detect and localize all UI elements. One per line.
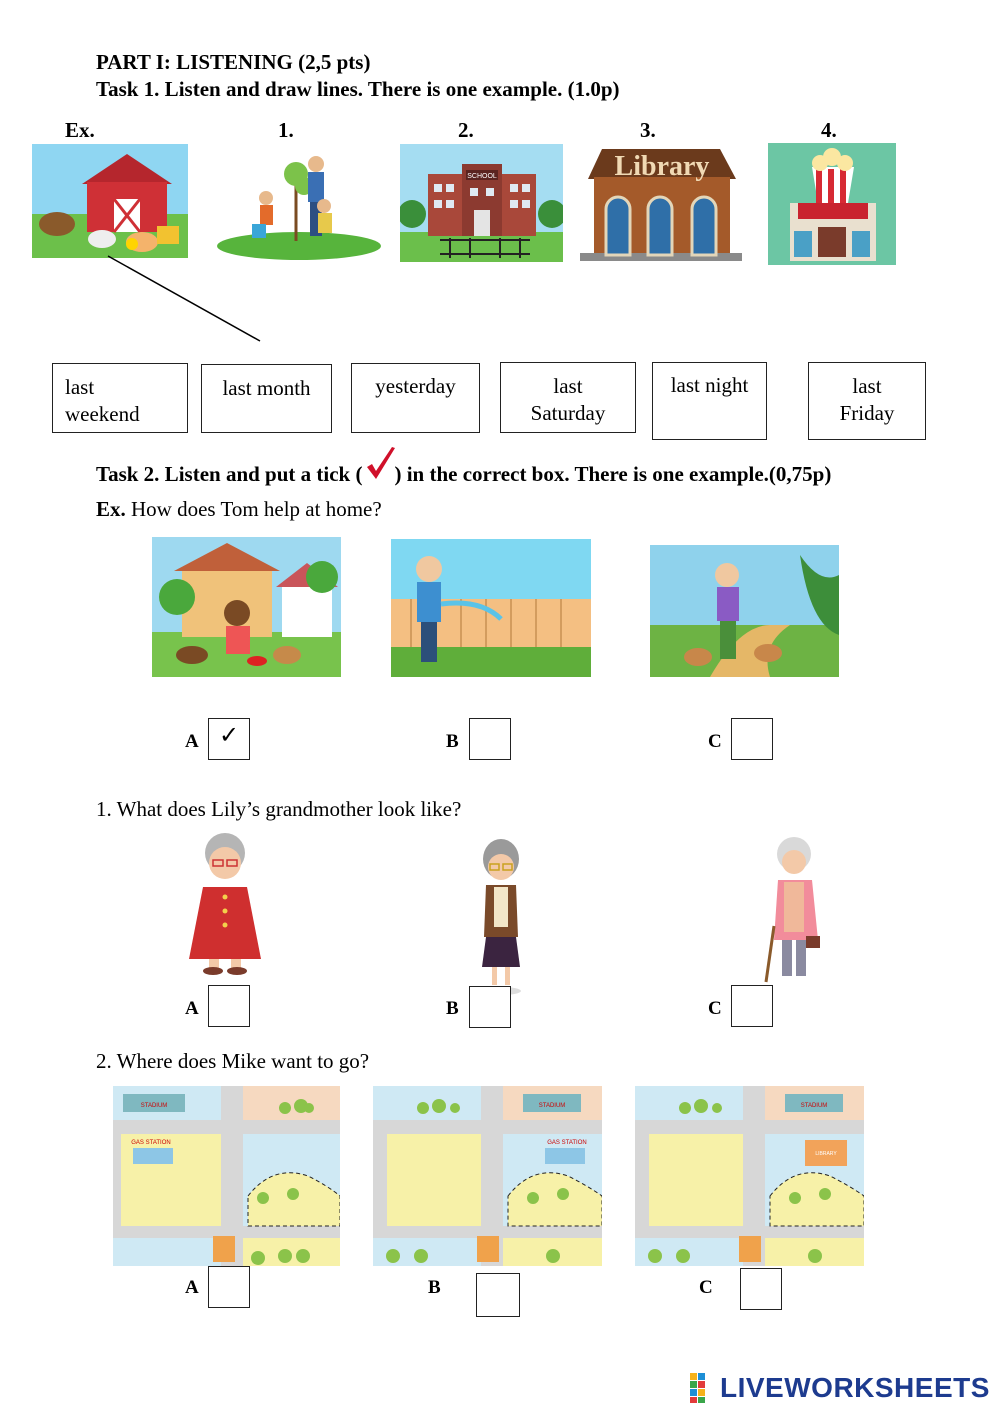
q1-option-c-label: C (708, 998, 722, 1019)
part-title: PART I: LISTENING (2,5 pts) (96, 50, 371, 74)
walking-dogs-picture (650, 545, 839, 677)
q2-option-c-label: C (699, 1277, 713, 1298)
q2-question: 2. Where does Mike want to go? (96, 1049, 370, 1073)
example-question (96, 497, 382, 522)
feeding-dogs-picture (152, 537, 341, 677)
map-c-stadium-label: STADIUM (800, 1103, 828, 1109)
example-checkbox-a[interactable] (208, 718, 250, 760)
liveworksheets-logo (690, 1372, 990, 1404)
liveworksheets-logo-icon (690, 1373, 716, 1403)
example-option-a-label: A (185, 731, 199, 752)
example-option-c-label: C (708, 731, 722, 752)
q1-checkbox-c[interactable] (731, 985, 773, 1027)
cinema-picture (768, 143, 896, 265)
example-option-b-label: B (446, 731, 459, 752)
task1-title: Task 1. Listen and draw lines. There is one example. (1.0p) (96, 77, 620, 101)
library-picture (580, 143, 742, 263)
q2-option-b-label: B (428, 1277, 441, 1298)
q2-checkbox-c[interactable] (740, 1268, 782, 1310)
example-question-text: How does Tom help at home? (131, 497, 382, 521)
map-c-picture (635, 1086, 864, 1266)
school-sign: SCHOOL (467, 173, 497, 180)
grandma-walking-stick-picture (762, 836, 826, 984)
task2-title-a: Task 2. Listen and put a tick ( (96, 462, 363, 486)
planting-trees-picture (216, 146, 382, 260)
map-b-stadium-label: STADIUM (538, 1103, 566, 1109)
label-1: 1. (278, 118, 294, 142)
map-a-gas-label: GAS STATION (131, 1140, 171, 1146)
word-box-yesterday[interactable]: yesterday (351, 363, 480, 433)
farm-picture (32, 144, 188, 258)
map-a-picture (113, 1086, 340, 1266)
q2-option-a-label: A (185, 1277, 199, 1298)
school-picture (400, 144, 563, 262)
label-3: 3. (640, 118, 656, 142)
q1-checkbox-b[interactable] (469, 986, 511, 1028)
word-box-last-month[interactable]: last month (201, 364, 332, 433)
map-b-picture (373, 1086, 602, 1266)
q1-checkbox-a[interactable] (208, 985, 250, 1027)
grandma-red-dress-picture (183, 831, 267, 976)
word-box-last-night[interactable]: last night (652, 362, 767, 440)
q2-checkbox-a[interactable] (208, 1266, 250, 1308)
word-box-last-friday[interactable]: last Friday (808, 362, 926, 440)
example-match-line (100, 250, 270, 350)
q1-option-a-label: A (185, 998, 199, 1019)
grandma-brown-jacket-picture (472, 837, 530, 997)
map-b-gas-label: GAS STATION (547, 1140, 587, 1146)
liveworksheets-brand-text: LIVEWORKSHEETS (720, 1372, 990, 1403)
q1-option-b-label: B (446, 998, 459, 1019)
q1-question: 1. What does Lily’s grandmother look like? (96, 797, 462, 821)
label-4: 4. (821, 118, 837, 142)
example-checkbox-b[interactable] (469, 718, 511, 760)
q2-checkbox-b[interactable] (476, 1273, 520, 1317)
task2-title (96, 457, 831, 487)
red-tick-icon (362, 457, 394, 481)
word-box-last-weekend[interactable]: last weekend (52, 363, 188, 433)
example-checkbox-c[interactable] (731, 718, 773, 760)
library-sign: Library (614, 151, 710, 182)
word-box-last-saturday[interactable]: last Saturday (500, 362, 636, 433)
map-a-stadium-label: STADIUM (140, 1103, 168, 1109)
watering-garden-picture (391, 539, 591, 677)
map-c-library-label: LIBRARY (815, 1151, 837, 1157)
label-2: 2. (458, 118, 474, 142)
label-example: Ex. (65, 118, 95, 142)
task2-title-b: ) in the correct box. There is one example.(0,75p) (394, 462, 832, 486)
example-prefix: Ex. (96, 497, 126, 521)
check-mark-icon: ✓ (218, 721, 240, 749)
